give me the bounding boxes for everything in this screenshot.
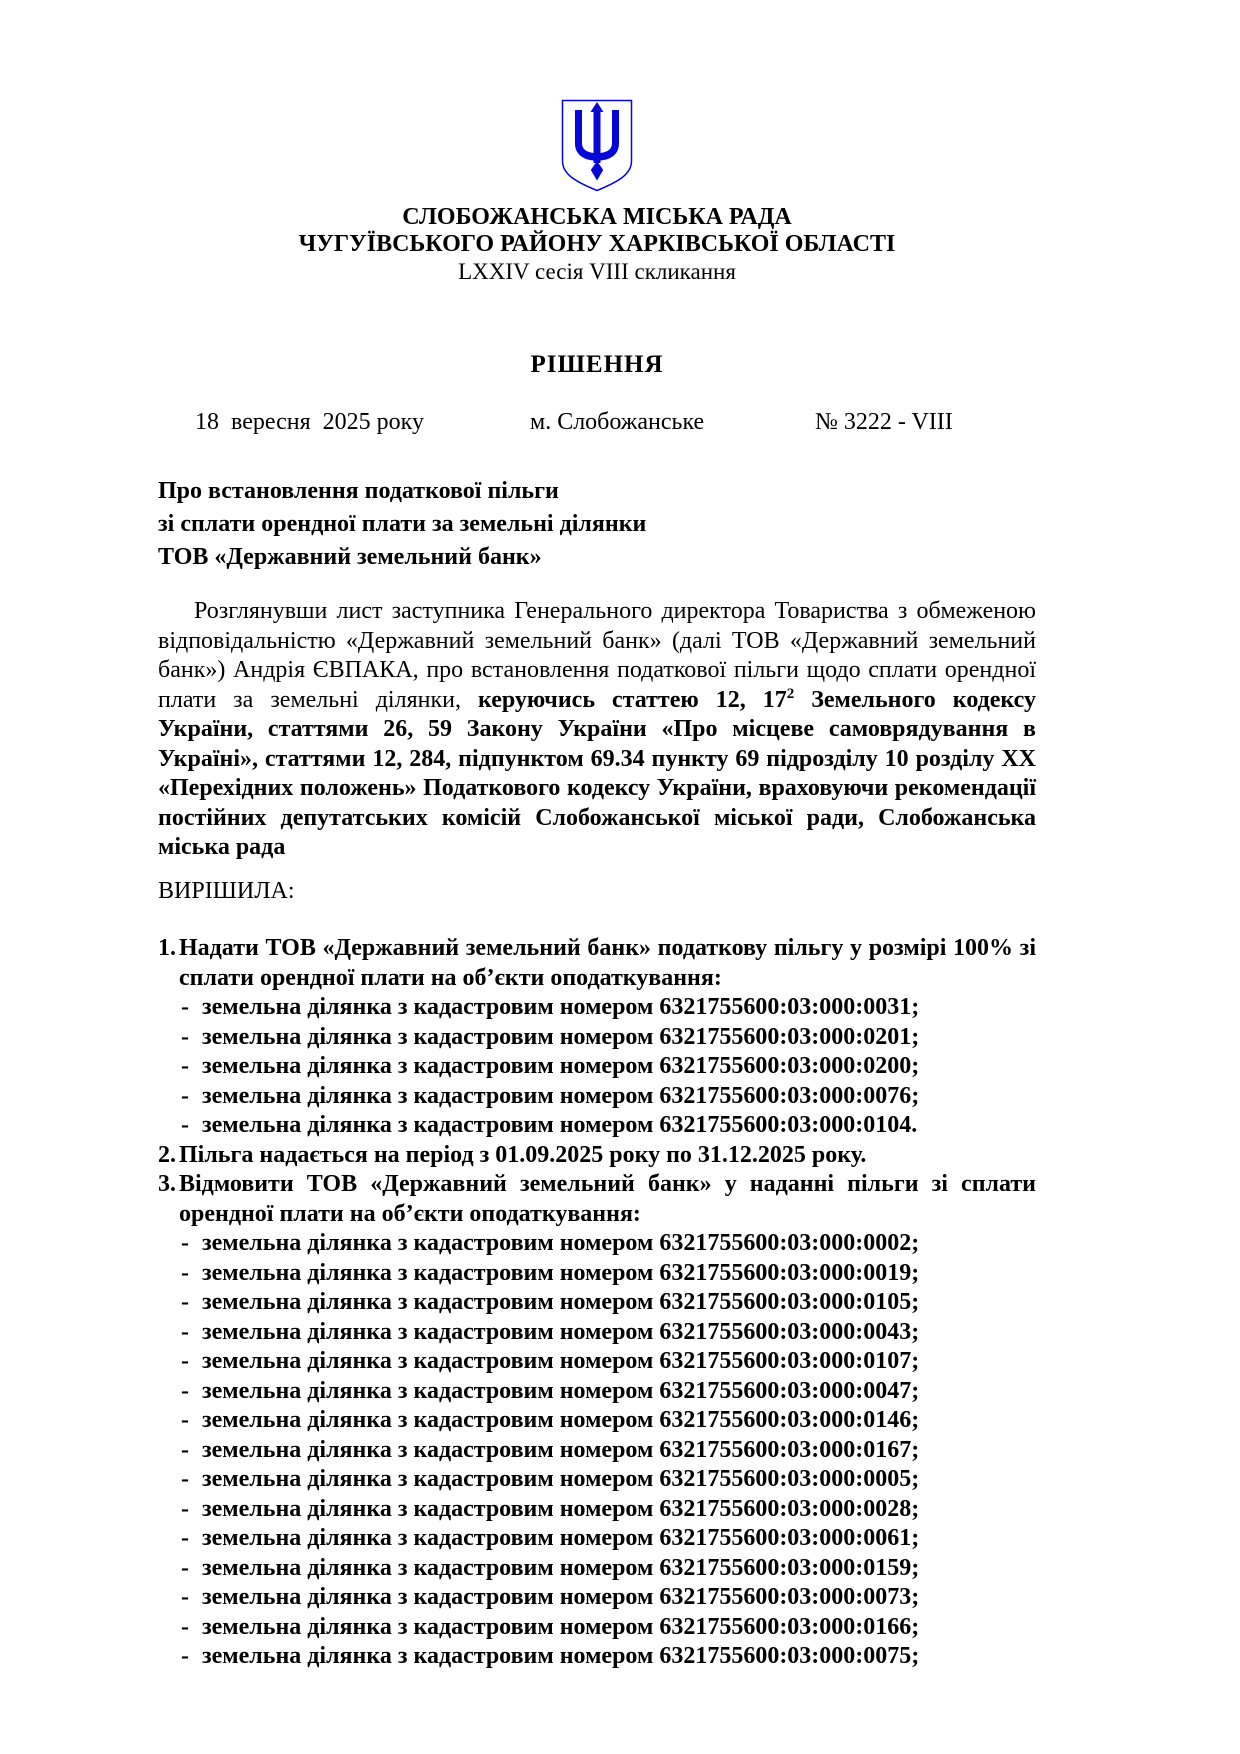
item-body (179, 1170, 1036, 1672)
land-parcel-text: земельна ділянка з кадастровим номером 6321755600:03:000:0104. (202, 1112, 918, 1138)
subject-line-1: Про встановлення податкової пільги (158, 478, 559, 504)
dash-marker: - (181, 1318, 189, 1345)
dash-marker: - (181, 1230, 189, 1256)
document-type-title: РІШЕННЯ (530, 351, 664, 378)
land-parcel-text: земельна ділянка з кадастровим номером 6321755600:03:000:0201; (202, 1023, 920, 1050)
dash-marker: - (181, 1584, 189, 1610)
dash-marker: - (181, 1525, 189, 1551)
preamble-bold-before-sup: керуючись статтею 12, 17 (477, 686, 787, 713)
resolution-item (158, 1170, 1036, 1672)
land-parcel-item (179, 1465, 1036, 1495)
document-date: 18 вересня 2025 року (195, 409, 424, 435)
document-header (158, 98, 1036, 378)
land-parcel-text: земельна ділянка з кадастровим номером 6321755600:03:000:0031; (202, 994, 920, 1020)
land-parcel-item (179, 1052, 1036, 1082)
dash-marker: - (181, 1466, 189, 1492)
land-parcel-text: земельна ділянка з кадастровим номером 6321755600:03:000:0159; (202, 1554, 920, 1581)
land-parcel-text: земельна ділянка з кадастровим номером 6321755600:03:000:0146; (202, 1407, 920, 1433)
land-parcel-item (179, 1288, 1036, 1318)
land-parcel-item (179, 1377, 1036, 1407)
land-parcel-text: земельна ділянка з кадастровим номером 6321755600:03:000:0107; (202, 1348, 920, 1374)
document-place: м. Слобожанське (530, 409, 705, 435)
resolution-item (158, 1141, 1036, 1171)
dash-marker: - (181, 1643, 189, 1669)
resolution-item (158, 934, 1036, 1141)
item-text: Пільга надається на період з 01.09.2025 року по 31.12.2025 року. (179, 1141, 867, 1168)
item-body (179, 934, 1036, 1141)
meta-row (158, 408, 1036, 437)
council-name: СЛОБОЖАНСЬКА МІСЬКА РАДА (402, 204, 792, 230)
land-parcel-item (179, 1023, 1036, 1053)
land-parcel-text: земельна ділянка з кадастровим номером 6321755600:03:000:0075; (202, 1643, 920, 1669)
preamble-superscript: 2 (786, 685, 795, 702)
land-parcel-item (179, 1524, 1036, 1554)
land-parcel-list (179, 993, 1036, 1141)
land-parcel-item (179, 1436, 1036, 1466)
land-parcel-item (179, 1583, 1036, 1613)
dash-marker: - (181, 1436, 189, 1463)
document-number: № 3222 - VIII (815, 409, 953, 435)
subject-line-3: ТОВ «Державний земельний банк» (158, 544, 542, 570)
session-line: LXXIV сесія VIII скликання (458, 259, 736, 284)
dash-marker: - (181, 1554, 189, 1581)
land-parcel-text: земельна ділянка з кадастровим номером 6321755600:03:000:0105; (202, 1289, 920, 1315)
land-parcel-item (179, 1495, 1036, 1525)
preamble-bold-after-sup: Земельного кодексу України, статтями 26, 59 Закону України «Про місцеве самоврядування в Україні», статтями 12, 284, підпунктом 69.34 пункту 69 підрозділу 10 розділу ХХ «Перехідних положень» Податкового кодексу України, враховуючи рекомендації постійних депутатських комісій Слобожанської міської ради, Слобожанська міська рада (158, 686, 1036, 860)
resolved-label: ВИРІШИЛА: (158, 877, 295, 904)
dash-marker: - (181, 1289, 189, 1315)
preamble-paragraph (158, 597, 1036, 863)
land-parcel-text: земельна ділянка з кадастровим номером 6321755600:03:000:0005; (202, 1466, 920, 1492)
preamble-regular-text: Розглянувши лист заступника Генерального директора Товариства з обмеженою відповідальністю «Державний земельний банк» (далі ТОВ «Державний земельний банк») Андрія ЄВПАКА, про встановлення податкової пільги щодо сплати орендної плати за земельні ділянки, (158, 598, 1036, 713)
land-parcel-text: земельна ділянка з кадастровим номером 6321755600:03:000:0043; (202, 1318, 920, 1345)
dash-marker: - (181, 1082, 189, 1109)
land-parcel-text: земельна ділянка з кадастровим номером 6321755600:03:000:0076; (202, 1082, 920, 1109)
dash-marker: - (181, 1112, 189, 1138)
land-parcel-item (179, 1613, 1036, 1643)
item-text: Надати ТОВ «Державний земельний банк» податкову пільгу у розмірі 100% зі сплати орендної плати на об’єкти оподаткування: (179, 935, 1036, 991)
dash-marker: - (181, 1053, 189, 1079)
district-name: ЧУГУЇВСЬКОГО РАЙОНУ ХАРКІВСЬКОЇ ОБЛАСТІ (298, 231, 896, 257)
dash-marker: - (181, 1348, 189, 1374)
item-number: 2. (158, 1141, 176, 1168)
land-parcel-list (179, 1229, 1036, 1672)
land-parcel-item (179, 1406, 1036, 1436)
dash-marker: - (181, 1259, 189, 1286)
land-parcel-text: земельна ділянка з кадастровим номером 6321755600:03:000:0047; (202, 1377, 920, 1404)
land-parcel-item (179, 1642, 1036, 1672)
land-parcel-item (179, 1229, 1036, 1259)
land-parcel-item (179, 1347, 1036, 1377)
land-parcel-text: земельна ділянка з кадастровим номером 6321755600:03:000:0028; (202, 1495, 920, 1522)
item-text: Відмовити ТОВ «Державний земельний банк» у наданні пільги зі сплати орендної плати на об’єкти оподаткування: (179, 1171, 1036, 1227)
land-parcel-item (179, 1111, 1036, 1141)
land-parcel-text: земельна ділянка з кадастровим номером 6321755600:03:000:0061; (202, 1525, 920, 1551)
subject-line-2: зі сплати орендної плати за земельні ділянки (158, 511, 647, 537)
land-parcel-item (179, 1554, 1036, 1584)
dash-marker: - (181, 994, 189, 1020)
trident-coat-of-arms-icon (560, 98, 634, 193)
item-number: 3. (158, 1171, 176, 1197)
dash-marker: - (181, 1377, 189, 1404)
resolution-list (158, 934, 1036, 1672)
land-parcel-item (179, 1082, 1036, 1112)
dash-marker: - (181, 1495, 189, 1522)
land-parcel-item (179, 993, 1036, 1023)
dash-marker: - (181, 1407, 189, 1433)
item-number: 1. (158, 935, 176, 961)
land-parcel-text: земельна ділянка з кадастровим номером 6321755600:03:000:0019; (202, 1259, 920, 1286)
land-parcel-text: земельна ділянка з кадастровим номером 6321755600:03:000:0166; (202, 1613, 920, 1640)
land-parcel-text: земельна ділянка з кадастровим номером 6321755600:03:000:0200; (202, 1053, 920, 1079)
land-parcel-item (179, 1259, 1036, 1289)
item-body (179, 1141, 1036, 1171)
subject-block (158, 475, 1036, 574)
dash-marker: - (181, 1613, 189, 1640)
land-parcel-item (179, 1318, 1036, 1348)
land-parcel-text: земельна ділянка з кадастровим номером 6321755600:03:000:0167; (202, 1436, 920, 1463)
dash-marker: - (181, 1023, 189, 1050)
ukraine-trident-emblem (158, 98, 1036, 193)
land-parcel-text: земельна ділянка з кадастровим номером 6321755600:03:000:0002; (202, 1230, 920, 1256)
land-parcel-text: земельна ділянка з кадастровим номером 6321755600:03:000:0073; (202, 1584, 920, 1610)
